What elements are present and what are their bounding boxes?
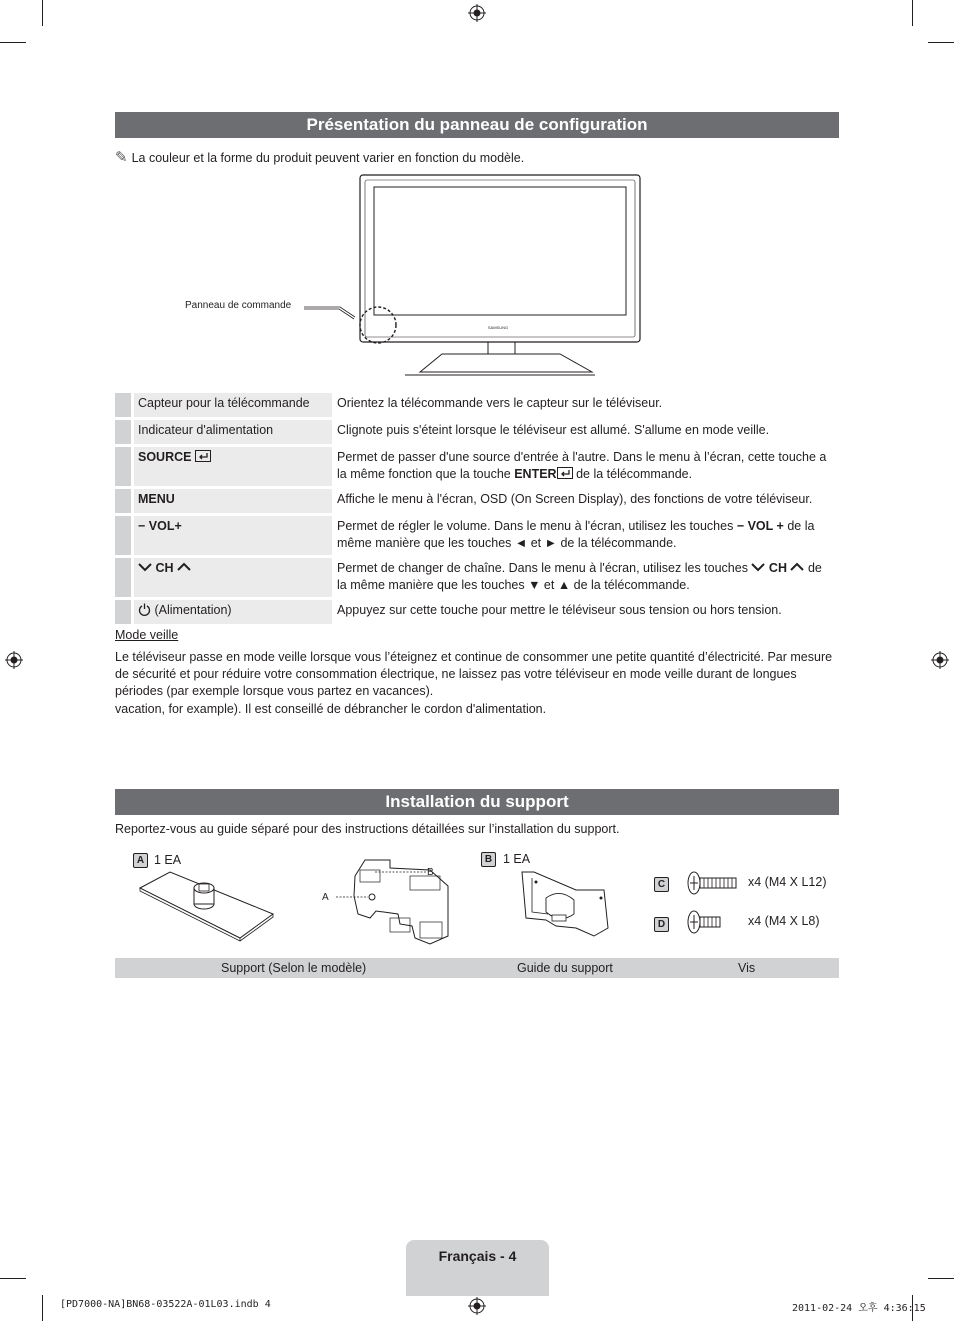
part-d-badge: D (654, 917, 669, 932)
row-marker (115, 600, 131, 624)
ch-desc-2: de la même manière que les touches ▼ et ▲ de la télécommande. (337, 561, 822, 592)
control-panel-callout: Panneau de commande (185, 300, 292, 311)
source-desc-2: de la télécommande. (576, 467, 693, 481)
stand-guide-illustration (516, 868, 612, 938)
vol-label: VOL (148, 519, 175, 533)
source-label: SOURCE (138, 450, 192, 464)
mode-veille-extra: vacation, for example). Il est conseillé de débrancher le cordon d'alimentation. (115, 702, 547, 716)
registration-mark-icon (931, 651, 949, 669)
part-d-qty: x4 (M4 X L8) (748, 914, 820, 928)
power-icon (138, 603, 151, 616)
control-desc (332, 558, 839, 597)
registration-mark-icon (468, 4, 486, 22)
table-row (115, 489, 839, 513)
control-name: Capteur pour la télécommande (131, 393, 332, 417)
crop-mark (0, 1278, 26, 1279)
vol-desc-2: de la même manière que les touches ◄ et ► de la télécommande. (337, 519, 815, 550)
screw-short-icon (684, 909, 724, 935)
registration-mark-icon (468, 1297, 486, 1315)
table-row (115, 420, 839, 444)
crop-mark (0, 42, 26, 43)
mode-veille-title: Mode veille (115, 628, 179, 642)
vol-desc-1: Permet de régler le volume. Dans le menu à l'écran, utilisez les touches (337, 519, 734, 533)
stand-neck-illustration (320, 856, 455, 948)
screw-long-icon (684, 870, 740, 896)
pencil-note-icon: ✎ (115, 149, 128, 166)
crop-mark (912, 0, 913, 26)
caption-guide: Guide du support (517, 961, 613, 975)
ch-inline-label: CH (768, 561, 787, 575)
row-marker (115, 393, 131, 417)
parts-caption-bar (115, 958, 839, 978)
plus-icon: + (174, 519, 182, 533)
vol-inline-label: − VOL + (736, 519, 784, 533)
enter-icon (557, 467, 573, 479)
control-desc: Orientez la télécommande vers le capteur sur le téléviseur. (337, 396, 663, 410)
row-marker (115, 516, 131, 555)
caption-screws: Vis (738, 961, 756, 975)
callout-a-label: A (322, 892, 329, 903)
part-a-badge: A (133, 853, 148, 868)
row-marker (115, 447, 131, 486)
stand-base-illustration (138, 866, 278, 942)
table-row (115, 447, 839, 486)
part-c-badge: C (654, 877, 669, 892)
control-desc (332, 516, 839, 555)
page-number-tab: Français - 4 (406, 1240, 549, 1296)
tv-brand-logo: SAMSUNG (487, 325, 509, 330)
row-marker (115, 489, 131, 513)
chevron-up-icon (790, 562, 804, 572)
control-name (131, 600, 332, 624)
source-enter-icon (195, 450, 211, 462)
caption-support: Support (Selon le modèle) (221, 961, 367, 975)
support-intro: Reportez-vous au guide séparé pour des instructions détaillées sur l’installation du support. (115, 822, 620, 836)
table-row (115, 558, 839, 597)
control-name (131, 558, 332, 597)
table-row (115, 393, 839, 417)
control-desc (332, 447, 839, 486)
row-marker (115, 420, 131, 444)
minus-icon: − (138, 519, 146, 533)
power-label: (Alimentation) (154, 603, 232, 617)
model-note-text: La couleur et la forme du produit peuvent varier en fonction du modèle. (131, 151, 525, 165)
model-note (115, 148, 524, 166)
ch-desc-1: Permet de changer de chaîne. Dans le menu à l'écran, utilisez les touches (337, 561, 748, 575)
part-b-badge: B (481, 852, 496, 867)
control-name: Indicateur d'alimentation (131, 420, 332, 444)
table-row (115, 600, 839, 624)
chevron-down-icon (138, 562, 152, 572)
crop-mark (928, 1278, 954, 1279)
part-b-qty: 1 EA (503, 852, 531, 866)
callout-b-label: B (427, 867, 434, 878)
control-name (131, 516, 332, 555)
chevron-up-icon (177, 562, 191, 572)
enter-label: ENTER (514, 467, 557, 481)
crop-mark (42, 0, 43, 26)
control-name (131, 447, 332, 486)
print-timestamp: 2011-02-24 오후 4:36:15 (792, 1303, 926, 1314)
control-desc: Affiche le menu à l'écran, OSD (On Screen Display), des fonctions de votre téléviseur. (337, 492, 813, 506)
tv-illustration (180, 172, 650, 382)
crop-mark (42, 1295, 43, 1321)
chevron-down-icon (751, 562, 765, 572)
mode-veille-body: Le téléviseur passe en mode veille lorsque vous l’éteignez et continue de consommer une petite quantité d’électricité. Par mesure de sécurité et pour réduire votre consommation électrique, ne laissez pas votre téléviseur en mode veille durant de longues périodes (par exemple lorsque vous partez en vacances). (115, 650, 833, 698)
registration-mark-icon (5, 651, 23, 669)
part-c-qty: x4 (M4 X L12) (748, 875, 827, 889)
section-title-panel: Présentation du panneau de configuration (115, 112, 839, 138)
ch-label: CH (155, 561, 174, 575)
row-marker (115, 558, 131, 597)
part-a-qty: 1 EA (154, 853, 182, 867)
section-title-stand: Installation du support (115, 789, 839, 815)
control-desc: Clignote puis s'éteint lorsque le téléviseur est allumé. S'allume en mode veille. (337, 423, 770, 437)
source-desc-1: Permet de passer d'une source d'entrée à l'autre. Dans le menu à l’écran, cette touche a la même fonction que la touche (337, 450, 827, 481)
controls-table (115, 390, 839, 627)
print-file-info: [PD7000-NA]BN68-03522A-01L03.indb 4 (60, 1299, 271, 1310)
table-row (115, 516, 839, 555)
control-name: MENU (131, 489, 332, 513)
crop-mark (928, 42, 954, 43)
control-desc: Appuyez sur cette touche pour mettre le téléviseur sous tension ou hors tension. (337, 603, 782, 617)
